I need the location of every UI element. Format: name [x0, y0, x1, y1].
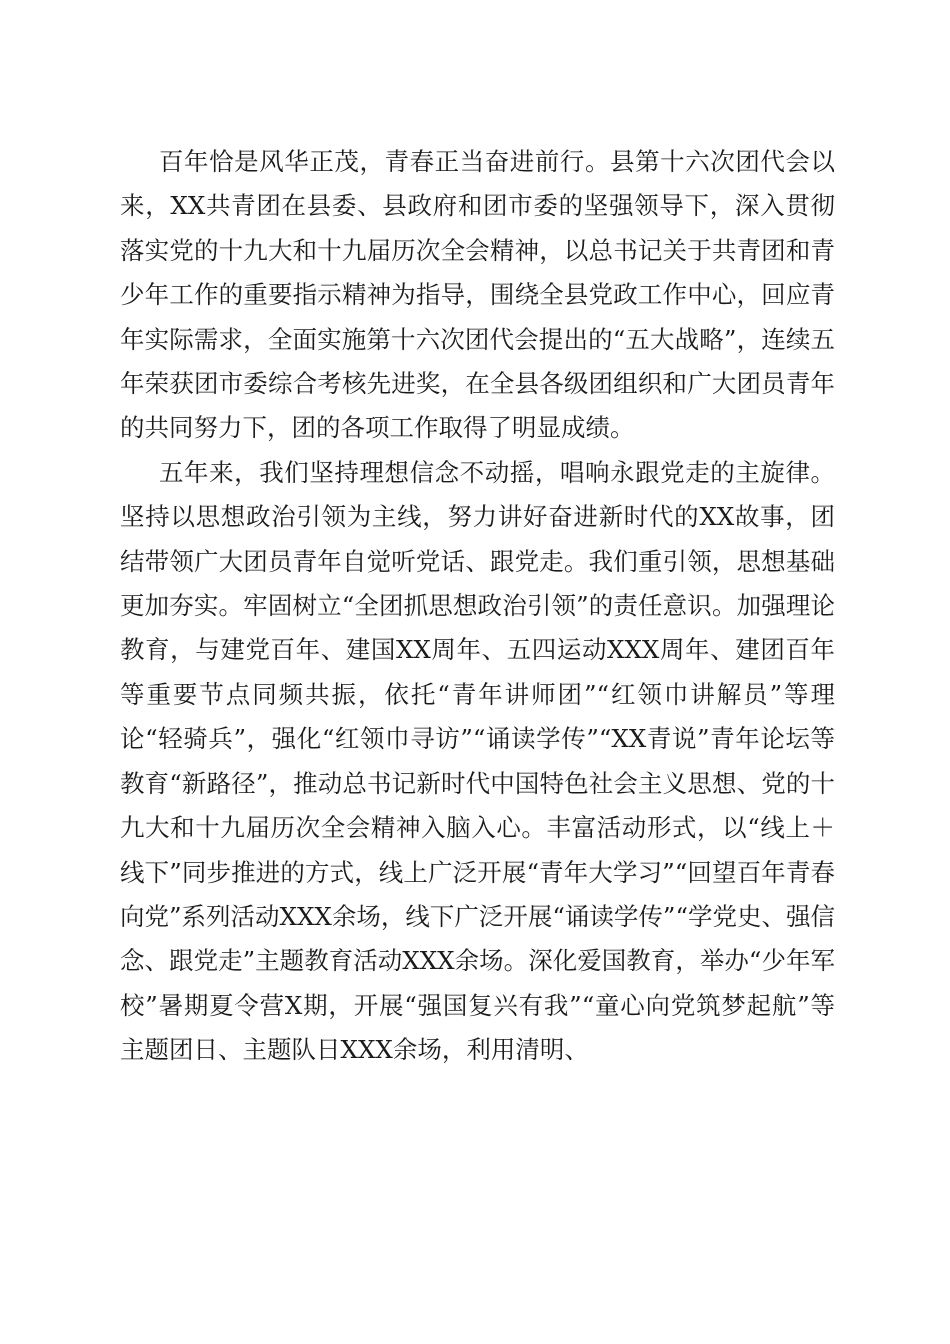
paragraph-ideals: 五年来，我们坚持理想信念不动摇，唱响永跟党走的主旋律。坚持以思想政治引领为主线，努力讲好奋进新时代的XX故事，团结带领广大团员青年自觉听党话、跟党走。我们重引领，思想基础更加夯实。牢固树立“全团抓思想政治引领”的责任意识。加强理论教育，与建党百年、建国XX周年、五四运动XXX周年、建团百年等重要节点同频共振，依托“青年讲师团”“红领巾讲解员”等理论“轻骑兵”，强化“红领巾寻访”“诵读学传”“XX青说”青年论坛等教育“新路径”，推动总书记新时代中国特色社会主义思想、党的十九大和十九届历次全会精神入脑入心。丰富活动形式，以“线上＋线下”同步推进的方式，线上广泛开展“青年大学习”“回望百年青春向党”系列活动XXX余场，线下广泛开展“诵读学传”“学党史、强信念、跟党走”主题教育活动XXX余场。深化爱国教育，举办“少年军校”暑期夏令营X期，开展“强国复兴有我”“童心向党筑梦起航”等主题团日、主题队日XXX余场，利用清明、: [120, 457, 835, 1065]
paragraph-intro: 百年恰是风华正茂，青春正当奋进前行。县第十六次团代会以来，XX共青团在县委、县政府和团市委的坚强领导下，深入贯彻落实党的十九大和十九届历次全会精神，以总书记关于共青团和青少年工作的重要指示精神为指导，围绕全县党政工作中心，回应青年实际需求，全面实施第十六次团代会提出的“五大战略”，连续五年荣获团市委综合考核先进奖，在全县各级团组织和广大团员青年的共同努力下，团的各项工作取得了明显成绩。: [120, 147, 835, 443]
document-body: [120, 140, 835, 1073]
